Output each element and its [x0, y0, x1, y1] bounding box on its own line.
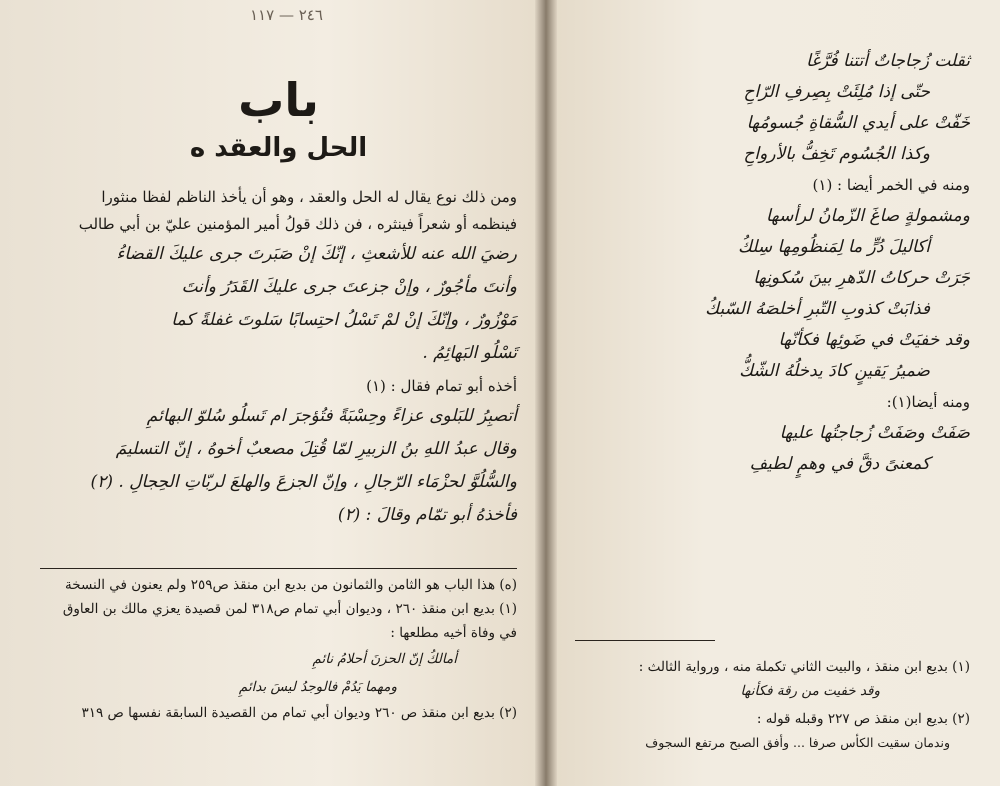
right-page	[545, 0, 1000, 786]
verse-line: وقد خفيَتْ في ضَوئِها فكأنّها	[778, 330, 970, 350]
verse-line: حتّى إذا مُلِئَتْ بِصِرفِ الرّاحِ	[743, 82, 930, 102]
verse-line: أكاليلَ دُرٍّ ما لِمَنظُومِها سِلكُ	[737, 237, 930, 257]
verse-line: أتصبِرُ للبَلوى عزاءً وحِسْبَةً فتُؤجرَ ام تَسلُو سُلوّ البهائمِ	[146, 406, 517, 426]
footnote-divider	[575, 640, 715, 641]
footnote: (ه) هذا الباب هو الثامن والثمانون من بديع ابن منقذ ص٢٥٩ ولم يعنون في النسخة	[65, 577, 517, 593]
footnote-verse: أمالكُ إنّ الحزنَ أحلامُ نائمِ	[312, 651, 457, 667]
intro-line: رضيَ الله عنه للأشعثِ ، إنّكَ إنْ صَبَرتَ جرى عليكَ القضاءُ	[116, 244, 517, 264]
verse-line: والسُّلُوَّ لحزْمَاء الرّجالِ ، وإنّ الجزعَ والهلعَ لربّاتِ الحِجالِ . (٢)	[90, 472, 517, 492]
footnote-divider	[40, 568, 517, 569]
verse-line: ضميرُ يَقينٍ كادَ يدخلُهُ الشّكُّ	[739, 361, 930, 381]
verse-line: وقال عبدُ اللهِ بنُ الزبيرِ لمّا قُتِلَ مصعبٌ أخوهُ ، إنّ التسليمَ	[115, 439, 517, 459]
intro-line: وأنتَ مأجُورٌ ، وإنْ جزعتَ جرى عليكَ القَدَرُ وأنتَ	[181, 277, 517, 297]
verse-line: فذابَتْ كذوبِ التّبرِ أخلصَهُ السّبكُ	[705, 299, 930, 319]
abu-tammam-heading: أخذه أبو تمام فقال : (١)	[366, 377, 517, 395]
verse-line: جَرَتْ حركاتُ الدّهرِ بينَ سُكونِها	[753, 268, 970, 288]
footnote: (٢) بديع ابن منقذ ص ٢٢٧ وقبله قوله :	[756, 711, 970, 727]
intro-line: ومن ذلك نوع يقال له الحل والعقد ، وهو أن يأخذ الناظم لفظا منثورا	[101, 188, 517, 206]
verse-line: وكذا الجُسُوم تَخِفُّ بالأرواحِ	[743, 144, 930, 164]
right-page-body	[573, 46, 970, 480]
footnote: في وفاة أخيه مطلعها :	[390, 625, 517, 641]
section-heading: ومنه في الخمر أيضا : (١)	[812, 176, 970, 194]
footnote-verse: وقد خفيت من رقة فكأنها	[740, 683, 880, 699]
page-number: ٢٤٦ — ١١٧	[250, 6, 323, 24]
verse-block	[40, 400, 517, 532]
verse-line: ثقلت زُجاجاتٌ أتتنا فُرَّغًا	[806, 51, 970, 71]
footnote: (٢) بديع ابن منقذ ص ٢٦٠ وديوان أبي تمام من القصيدة السابقة نفسها ص ٣١٩	[81, 705, 517, 721]
verse-line: كمعنىً دقَّ في وهمٍ لطيفِ	[749, 454, 930, 474]
footnotes	[40, 568, 517, 725]
footnotes	[573, 655, 970, 755]
footnote: (١) بديع ابن منقذ ، والبيت الثاني تكملة منه ، ورواية الثالث :	[638, 659, 970, 675]
chapter-title: باب	[238, 73, 319, 127]
section-heading: ومنه أيضا(١):	[886, 393, 970, 411]
intro-paragraph	[40, 184, 517, 370]
verse-line: فأخذهُ أبو تمّام وقالَ : (٢)	[337, 505, 517, 525]
verse-line: صَفَتْ وصَفَتْ زُجاجتُها عليها	[779, 423, 970, 443]
intro-line: مَوْزُورٌ ، وإنّكَ إنْ لمْ تَسْلُ احتِسابًا سَلوتَ غفلةً كما	[171, 310, 517, 330]
intro-line: تَسْلُو البَهائِمُ .	[422, 343, 517, 363]
verse-line: خَفّتْ على أيدي السُّقاةِ جُسومُها	[746, 113, 970, 133]
footnote-verse: ومهما يَدُمْ فالوجدُ ليسَ بدائمِ	[238, 679, 397, 695]
chapter-subtitle: الحل والعقد ه	[189, 133, 368, 163]
footnote-verse: وندمان سقيت الكأس صرفا ... وأفق الصبح مرتفع السجوف	[645, 735, 950, 750]
intro-line: فينظمه أو شعراً فينثره ، فن ذلك قولُ أمير المؤمنين عليّ بن أبي طالب	[78, 215, 517, 233]
book-gutter	[535, 0, 557, 786]
verse-line: ومشمولةٍ صاغَ الزّمانُ لرأسها	[766, 206, 970, 226]
footnote: (١) بديع ابن منقذ ٢٦٠ ، وديوان أبي تمام ص٣١٨ لمن قصيدة يعزي مالك بن العاوق	[62, 601, 517, 617]
